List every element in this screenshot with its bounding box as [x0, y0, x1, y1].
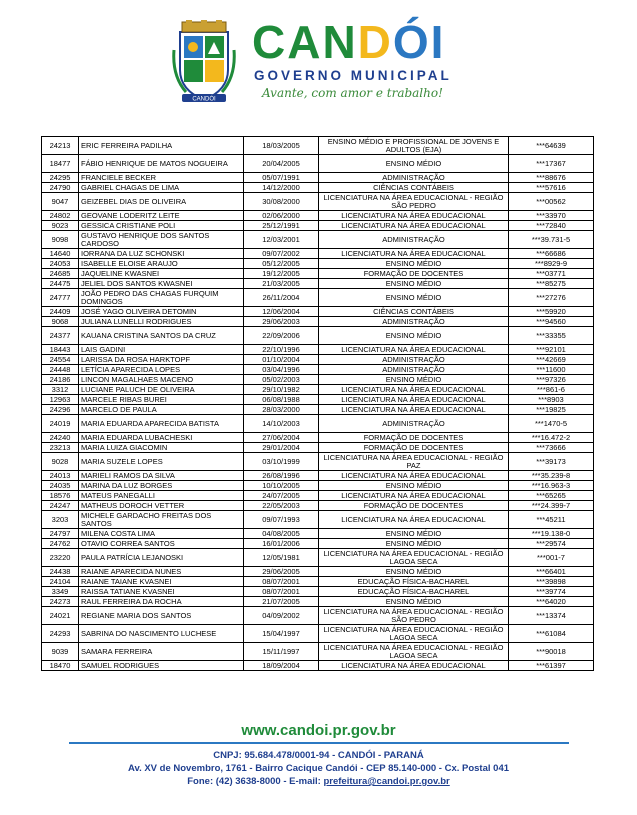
cell-name: LINCON MAGALHAES MACENO: [79, 375, 244, 385]
cell-id: 9023: [42, 221, 79, 231]
cell-id: 24019: [42, 415, 79, 433]
cell-name: SAMARA FERREIRA: [79, 643, 244, 661]
table-row: [42, 355, 594, 365]
cell-name: REGIANE MARIA DOS SANTOS: [79, 607, 244, 625]
cell-id: 24186: [42, 375, 79, 385]
cell-code: ***66401: [509, 567, 594, 577]
cell-name: SABRINA DO NASCIMENTO LUCHESE: [79, 625, 244, 643]
cell-course: ENSINO MÉDIO: [319, 539, 509, 549]
footer-divider: [69, 742, 569, 744]
cell-id: 24296: [42, 405, 79, 415]
cell-id: 23213: [42, 443, 79, 453]
cell-course: LICENCIATURA NA ÁREA EDUCACIONAL - REGIÃO LAGOA SECA: [319, 549, 509, 567]
cell-date: 03/04/1996: [244, 365, 319, 375]
cell-course: LICENCIATURA NA ÁREA EDUCACIONAL - REGIÃO PAZ: [319, 453, 509, 471]
cell-name: GESSICA CRISTIANE POLI: [79, 221, 244, 231]
cell-code: ***92101: [509, 345, 594, 355]
cell-date: 27/06/2004: [244, 433, 319, 443]
cell-date: 06/08/1988: [244, 395, 319, 405]
cell-name: MATHEUS DOROCH VETTER: [79, 501, 244, 511]
cell-course: LICENCIATURA NA ÁREA EDUCACIONAL - REGIÃO SÃO PEDRO: [319, 607, 509, 625]
cell-course: ENSINO MÉDIO: [319, 481, 509, 491]
table-row: [42, 539, 594, 549]
table-row: [42, 317, 594, 327]
footer-contact: [0, 775, 637, 788]
table-row: [42, 221, 594, 231]
cell-date: 25/12/1991: [244, 221, 319, 231]
cell-course: ENSINO MÉDIO: [319, 289, 509, 307]
cell-code: ***33355: [509, 327, 594, 345]
table-row: [42, 375, 594, 385]
cell-course: FORMAÇÃO DE DOCENTES: [319, 443, 509, 453]
cell-date: 04/09/2002: [244, 607, 319, 625]
cell-name: GEIZEBEL DIAS DE OLIVEIRA: [79, 193, 244, 211]
cell-id: 24409: [42, 307, 79, 317]
footer: [0, 722, 637, 788]
cell-course: CIÊNCIAS CONTÁBEIS: [319, 183, 509, 193]
footer-address: Av. XV de Novembro, 1761 - Bairro Cacique Candói - CEP 85.140-000 - Cx. Postal 041: [127, 763, 510, 774]
cell-id: 9068: [42, 317, 79, 327]
cell-code: ***73666: [509, 443, 594, 453]
cell-code: ***85275: [509, 279, 594, 289]
cell-id: 12963: [42, 395, 79, 405]
cell-name: ERIC FERREIRA PADILHA: [79, 137, 244, 155]
table-row: [42, 307, 594, 317]
cell-date: 14/12/2000: [244, 183, 319, 193]
cell-course: LICENCIATURA NA ÁREA EDUCACIONAL - REGIÃO LAGOA SECA: [319, 643, 509, 661]
cell-id: 24377: [42, 327, 79, 345]
cell-course: EDUCAÇÃO FÍSICA-BACHAREL: [319, 587, 509, 597]
cell-code: ***64639: [509, 137, 594, 155]
logo-part-2: D: [357, 16, 393, 68]
cell-code: ***65265: [509, 491, 594, 501]
cell-id: 24438: [42, 567, 79, 577]
cell-date: 29/06/2003: [244, 317, 319, 327]
cell-code: ***27276: [509, 289, 594, 307]
cell-name: JOÃO PEDRO DAS CHAGAS FURQUIM DOMINGOS: [79, 289, 244, 307]
cell-date: 12/06/2004: [244, 307, 319, 317]
cell-id: 9028: [42, 453, 79, 471]
table-row: [42, 193, 594, 211]
cell-code: ***03771: [509, 269, 594, 279]
cell-code: ***00562: [509, 193, 594, 211]
cell-course: FORMAÇÃO DE DOCENTES: [319, 433, 509, 443]
cell-name: LUCIANE PALUCH DE OLIVEIRA: [79, 385, 244, 395]
footer-phone: Fone: (42) 3638-8000 - E-mail:: [187, 776, 324, 787]
cell-code: ***59920: [509, 307, 594, 317]
cell-code: ***29574: [509, 539, 594, 549]
cell-id: 23220: [42, 549, 79, 567]
cell-code: ***19.138-0: [509, 529, 594, 539]
cell-id: 24013: [42, 471, 79, 481]
cell-course: LICENCIATURA NA ÁREA EDUCACIONAL - REGIÃO LAGOA SECA: [319, 625, 509, 643]
cell-date: 05/02/2003: [244, 375, 319, 385]
cell-id: 24685: [42, 269, 79, 279]
cell-id: 18576: [42, 491, 79, 501]
cell-name: LETÍCIA APARECIDA LOPES: [79, 365, 244, 375]
cell-id: 24021: [42, 607, 79, 625]
cell-course: ENSINO MÉDIO: [319, 279, 509, 289]
cell-id: 24762: [42, 539, 79, 549]
cell-id: 24475: [42, 279, 79, 289]
cell-name: FÁBIO HENRIQUE DE MATOS NOGUEIRA: [79, 155, 244, 173]
cell-course: ENSINO MÉDIO: [319, 529, 509, 539]
cell-code: ***001-7: [509, 549, 594, 567]
cell-name: MARINA DA LUZ BORGES: [79, 481, 244, 491]
cell-id: 9047: [42, 193, 79, 211]
cell-date: 09/07/2002: [244, 249, 319, 259]
cell-code: ***94560: [509, 317, 594, 327]
table-row: [42, 279, 594, 289]
cell-name: RAUL FERREIRA DA ROCHA: [79, 597, 244, 607]
cell-code: ***42669: [509, 355, 594, 365]
cell-name: GUSTAVO HENRIQUE DOS SANTOS CARDOSO: [79, 231, 244, 249]
cell-date: 18/03/2005: [244, 137, 319, 155]
cell-code: ***33970: [509, 211, 594, 221]
cell-name: MARIELI RAMOS DA SILVA: [79, 471, 244, 481]
cell-date: 02/06/2000: [244, 211, 319, 221]
cell-name: RAIANE TAIANE KVASNEI: [79, 577, 244, 587]
cell-date: 22/10/1996: [244, 345, 319, 355]
cell-course: LICENCIATURA NA ÁREA EDUCACIONAL: [319, 221, 509, 231]
cell-name: IORRANA DA LUZ SCHONSKI: [79, 249, 244, 259]
cell-id: 24448: [42, 365, 79, 375]
table-row: [42, 249, 594, 259]
footer-email-link[interactable]: prefeitura@candoi.pr.gov.br: [323, 776, 450, 787]
table-row: [42, 365, 594, 375]
cell-course: LICENCIATURA NA ÁREA EDUCACIONAL: [319, 249, 509, 259]
cell-course: ENSINO MÉDIO: [319, 567, 509, 577]
cell-code: ***39173: [509, 453, 594, 471]
cell-course: ENSINO MÉDIO E PROFISSIONAL DE JOVENS E ADULTOS (EJA): [319, 137, 509, 155]
logo-subtitle: GOVERNO MUNICIPAL: [254, 68, 452, 83]
table-row: [42, 405, 594, 415]
cell-code: ***45211: [509, 511, 594, 529]
table-row: [42, 453, 594, 471]
cell-name: JULIANA LUNELLI RODRIGUES: [79, 317, 244, 327]
cell-course: EDUCAÇÃO FÍSICA-BACHAREL: [319, 577, 509, 587]
table-row: [42, 481, 594, 491]
cell-name: JOSÉ YAGO OLIVEIRA DETOMIN: [79, 307, 244, 317]
logo-part-3: ÓI: [392, 16, 446, 68]
table-row: [42, 529, 594, 539]
cell-date: 01/10/2004: [244, 355, 319, 365]
cell-code: ***11600: [509, 365, 594, 375]
cell-date: 12/05/1981: [244, 549, 319, 567]
cell-name: MARCELE RIBAS BUREI: [79, 395, 244, 405]
cell-name: RAISSA TATIANE KVASNEI: [79, 587, 244, 597]
table-row: [42, 549, 594, 567]
cell-code: ***19825: [509, 405, 594, 415]
table-row: [42, 491, 594, 501]
cell-code: ***66686: [509, 249, 594, 259]
cell-name: MARIA LUIZA GIACOMIN: [79, 443, 244, 453]
cell-code: ***64020: [509, 597, 594, 607]
cell-course: CIÊNCIAS CONTÁBEIS: [319, 307, 509, 317]
cell-course: LICENCIATURA NA ÁREA EDUCACIONAL: [319, 405, 509, 415]
cell-code: ***17367: [509, 155, 594, 173]
cell-name: KAUANA CRISTINA SANTOS DA CRUZ: [79, 327, 244, 345]
table-row: [42, 269, 594, 279]
cell-name: MILENA COSTA LIMA: [79, 529, 244, 539]
table-row: [42, 259, 594, 269]
cell-course: ENSINO MÉDIO: [319, 375, 509, 385]
cell-id: 24053: [42, 259, 79, 269]
cell-date: 16/01/2006: [244, 539, 319, 549]
cell-code: ***90018: [509, 643, 594, 661]
cell-date: 05/12/2005: [244, 259, 319, 269]
cell-id: 18470: [42, 661, 79, 671]
table-row: [42, 443, 594, 453]
cell-code: ***8929-9: [509, 259, 594, 269]
cell-id: 3312: [42, 385, 79, 395]
cell-course: LICENCIATURA NA ÁREA EDUCACIONAL: [319, 395, 509, 405]
cell-course: ADMINISTRAÇÃO: [319, 173, 509, 183]
cell-date: 15/04/1997: [244, 625, 319, 643]
table-row: [42, 587, 594, 597]
table-row: [42, 511, 594, 529]
cell-id: 24035: [42, 481, 79, 491]
cell-course: ENSINO MÉDIO: [319, 327, 509, 345]
cell-id: 3349: [42, 587, 79, 597]
cell-id: 9098: [42, 231, 79, 249]
cell-code: ***39.731-5: [509, 231, 594, 249]
cell-date: 04/08/2005: [244, 529, 319, 539]
cell-date: 21/07/2005: [244, 597, 319, 607]
cell-date: 29/06/2005: [244, 567, 319, 577]
cell-code: ***88676: [509, 173, 594, 183]
cell-code: ***72840: [509, 221, 594, 231]
cell-course: ADMINISTRAÇÃO: [319, 231, 509, 249]
cell-code: ***39898: [509, 577, 594, 587]
table-row: [42, 183, 594, 193]
table-row: [42, 211, 594, 221]
cell-id: 24554: [42, 355, 79, 365]
cell-name: SAMUEL RODRIGUES: [79, 661, 244, 671]
cell-name: JAQUELINE KWASNEI: [79, 269, 244, 279]
cell-name: MARIA EDUARDA APARECIDA BATISTA: [79, 415, 244, 433]
table-row: [42, 643, 594, 661]
cell-date: 20/04/2005: [244, 155, 319, 173]
crest-label: CANDÓI: [192, 96, 216, 103]
candidate-table-wrapper: [41, 136, 594, 671]
footer-cnpj: CNPJ: 95.684.478/0001-94 - CANDÓI - PARANÁ: [213, 750, 424, 761]
cell-code: ***39774: [509, 587, 594, 597]
cell-code: ***61084: [509, 625, 594, 643]
cell-id: 24104: [42, 577, 79, 587]
cell-course: FORMAÇÃO DE DOCENTES: [319, 501, 509, 511]
cell-course: ADMINISTRAÇÃO: [319, 355, 509, 365]
cell-date: 14/10/2003: [244, 415, 319, 433]
cell-id: 14640: [42, 249, 79, 259]
logo-part-1: CAN: [252, 16, 358, 68]
cell-course: LICENCIATURA NA ÁREA EDUCACIONAL: [319, 661, 509, 671]
table-row: [42, 661, 594, 671]
cell-id: 24797: [42, 529, 79, 539]
table-row: [42, 597, 594, 607]
cell-id: 24213: [42, 137, 79, 155]
table-row: [42, 155, 594, 173]
cell-name: FRANCIELE BECKER: [79, 173, 244, 183]
cell-code: ***16.472-2: [509, 433, 594, 443]
cell-course: LICENCIATURA NA ÁREA EDUCACIONAL: [319, 345, 509, 355]
cell-date: 18/09/2004: [244, 661, 319, 671]
table-row: [42, 607, 594, 625]
cell-name: GABRIEL CHAGAS DE LIMA: [79, 183, 244, 193]
cell-code: ***1470-5: [509, 415, 594, 433]
cell-date: 28/03/2000: [244, 405, 319, 415]
cell-course: LICENCIATURA NA ÁREA EDUCACIONAL - REGIÃO SÃO PEDRO: [319, 193, 509, 211]
cell-date: 10/10/2005: [244, 481, 319, 491]
table-row: [42, 577, 594, 587]
candidate-table: [41, 136, 594, 671]
table-row: [42, 345, 594, 355]
cell-name: LAIS GADINI: [79, 345, 244, 355]
cell-code: ***13374: [509, 607, 594, 625]
cell-id: 24247: [42, 501, 79, 511]
cell-course: ENSINO MÉDIO: [319, 259, 509, 269]
table-row: [42, 231, 594, 249]
cell-course: ADMINISTRAÇÃO: [319, 317, 509, 327]
cell-name: PAULA PATRÍCIA LEJANOSKI: [79, 549, 244, 567]
cell-name: JELIEL DOS SANTOS KWASNEI: [79, 279, 244, 289]
cell-id: 24273: [42, 597, 79, 607]
cell-course: FORMAÇÃO DE DOCENTES: [319, 269, 509, 279]
cell-id: 18443: [42, 345, 79, 355]
cell-course: ADMINISTRAÇÃO: [319, 415, 509, 433]
cell-date: 21/03/2005: [244, 279, 319, 289]
cell-id: 24777: [42, 289, 79, 307]
cell-name: ISABELLE ELOISE ARAUJO: [79, 259, 244, 269]
cell-name: OTAVIO CORREA SANTOS: [79, 539, 244, 549]
cell-course: LICENCIATURA NA ÁREA EDUCACIONAL: [319, 385, 509, 395]
footer-website[interactable]: www.candoi.pr.gov.br: [241, 722, 396, 739]
cell-code: ***16.963-3: [509, 481, 594, 491]
cell-name: MATEUS PANEGALLI: [79, 491, 244, 501]
cell-date: 12/03/2001: [244, 231, 319, 249]
cell-code: ***8903: [509, 395, 594, 405]
cell-id: 9039: [42, 643, 79, 661]
table-row: [42, 289, 594, 307]
cell-date: 08/07/2001: [244, 577, 319, 587]
table-row: [42, 415, 594, 433]
cell-date: 22/05/2003: [244, 501, 319, 511]
cell-date: 30/08/2000: [244, 193, 319, 211]
cell-date: 15/11/1997: [244, 643, 319, 661]
cell-course: LICENCIATURA NA ÁREA EDUCACIONAL: [319, 471, 509, 481]
cell-code: ***861-6: [509, 385, 594, 395]
cell-id: 24790: [42, 183, 79, 193]
cell-id: 24293: [42, 625, 79, 643]
table-row: [42, 327, 594, 345]
cell-id: 24240: [42, 433, 79, 443]
cell-id: 24802: [42, 211, 79, 221]
letterhead: [0, 0, 637, 132]
table-row: [42, 137, 594, 155]
cell-course: ENSINO MÉDIO: [319, 597, 509, 607]
cell-course: LICENCIATURA NA ÁREA EDUCACIONAL: [319, 511, 509, 529]
cell-date: 29/10/1982: [244, 385, 319, 395]
cell-name: LARISSA DA ROSA HARKTOPF: [79, 355, 244, 365]
table-row: [42, 471, 594, 481]
cell-date: 26/08/1996: [244, 471, 319, 481]
cell-course: LICENCIATURA NA ÁREA EDUCACIONAL: [319, 491, 509, 501]
cell-code: ***24.399-7: [509, 501, 594, 511]
table-row: [42, 433, 594, 443]
cell-id: 3203: [42, 511, 79, 529]
cell-code: ***57616: [509, 183, 594, 193]
cell-date: 03/10/1999: [244, 453, 319, 471]
cell-date: 09/07/1993: [244, 511, 319, 529]
cell-date: 05/07/1991: [244, 173, 319, 183]
cell-name: MICHELE GARDACHO FREITAS DOS SANTOS: [79, 511, 244, 529]
table-row: [42, 567, 594, 577]
table-row: [42, 385, 594, 395]
cell-name: MARCELO DE PAULA: [79, 405, 244, 415]
cell-date: 29/01/2004: [244, 443, 319, 453]
cell-date: 24/07/2005: [244, 491, 319, 501]
cell-id: 24295: [42, 173, 79, 183]
table-row: [42, 501, 594, 511]
logo-wordmark: [252, 18, 445, 66]
cell-name: MARIA EDUARDA LUBACHESKI: [79, 433, 244, 443]
cell-date: 19/12/2005: [244, 269, 319, 279]
cell-code: ***61397: [509, 661, 594, 671]
cell-code: ***97326: [509, 375, 594, 385]
municipal-crest-icon: [172, 20, 236, 104]
cell-name: RAIANE APARECIDA NUNES: [79, 567, 244, 577]
cell-date: 26/11/2004: [244, 289, 319, 307]
cell-name: GEOVANE LODERITZ LEITE: [79, 211, 244, 221]
cell-id: 18477: [42, 155, 79, 173]
table-row: [42, 625, 594, 643]
cell-code: ***35.239-8: [509, 471, 594, 481]
cell-date: 22/09/2006: [244, 327, 319, 345]
cell-course: ADMINISTRAÇÃO: [319, 365, 509, 375]
cell-course: LICENCIATURA NA ÁREA EDUCACIONAL: [319, 211, 509, 221]
table-row: [42, 395, 594, 405]
table-row: [42, 173, 594, 183]
cell-date: 08/07/2001: [244, 587, 319, 597]
cell-name: MARIA SUZELE LOPES: [79, 453, 244, 471]
logo-slogan: Avante, com amor e trabalho!: [262, 86, 443, 100]
cell-course: ENSINO MÉDIO: [319, 155, 509, 173]
